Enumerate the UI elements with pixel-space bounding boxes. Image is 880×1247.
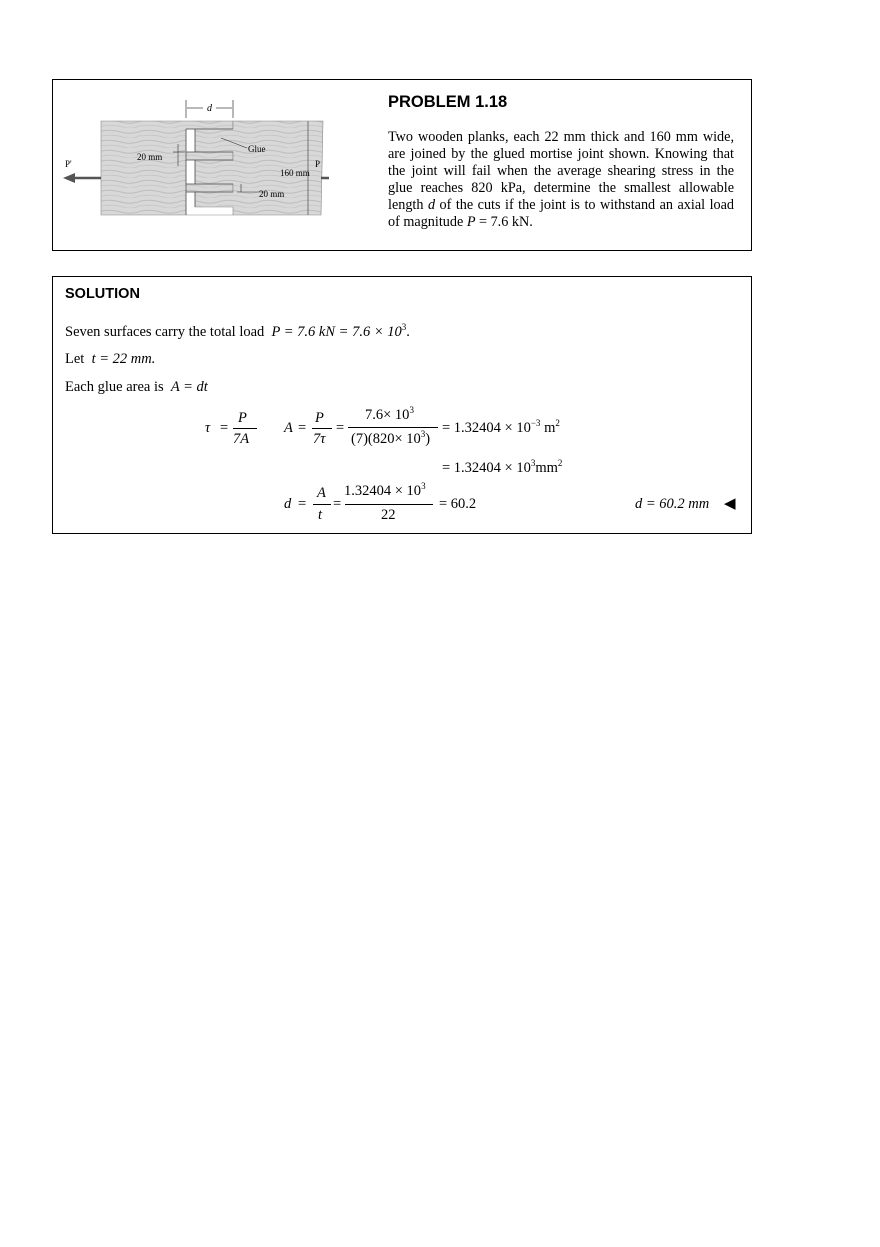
problem-p-symbol: P bbox=[466, 214, 476, 230]
eq4-frac-bar-2 bbox=[345, 504, 433, 505]
eq2-frac-bar-2 bbox=[348, 427, 438, 428]
problem-statement bbox=[388, 129, 734, 231]
eq2-frac-bar bbox=[312, 428, 332, 429]
problem-d-symbol: d bbox=[427, 197, 436, 213]
figure-label-20mm-top: 20 mm bbox=[137, 152, 163, 162]
eq2-den2: (7)(820× 10 bbox=[351, 431, 421, 447]
final-answer: d = 60.2 mm bbox=[635, 496, 710, 512]
problem-text-before: Two wooden planks, each 22 mm thick and 160 mm wide, are joined by the glued mortise joint shown. Knowing that the joint will fail when the average shearing stress in the glue reaches 820 kPa, determine the smallest allowable length bbox=[388, 129, 734, 213]
line3-text: Each glue area is bbox=[65, 379, 164, 395]
line1-end: . bbox=[406, 324, 410, 340]
eq4-den: t bbox=[318, 507, 323, 523]
eq4-num: A bbox=[317, 485, 326, 501]
eq1-num: P bbox=[238, 410, 247, 426]
line1-text: Seven surfaces carry the total load bbox=[65, 324, 265, 340]
eq2-num: P bbox=[315, 410, 324, 426]
eq4-frac-bar bbox=[313, 504, 331, 505]
eq4-num2: 1.32404 × 10 bbox=[344, 483, 422, 499]
eq2-den2-end: ) bbox=[425, 431, 431, 447]
figure-label-20mm-bottom: 20 mm bbox=[259, 189, 285, 199]
figure-label-p-left: P' bbox=[65, 159, 72, 169]
figure-label-p-right: P bbox=[315, 159, 321, 169]
eq1-frac-bar bbox=[233, 428, 257, 429]
answer-marker-icon: ◀ bbox=[724, 496, 736, 512]
solution-title: SOLUTION bbox=[65, 286, 140, 302]
eq2-den2-exp: 3 bbox=[420, 429, 426, 439]
eq2-num2-exp: 3 bbox=[409, 405, 414, 415]
problem-title: PROBLEM 1.18 bbox=[388, 93, 508, 111]
line2-math: t = 22 mm. bbox=[91, 351, 156, 367]
line1-exp: 3 bbox=[401, 322, 407, 332]
eq2-result: = 1.32404 × 10 bbox=[442, 420, 531, 436]
eq4-result: = 60.2 bbox=[439, 496, 477, 512]
eq3-result-unit-exp: 2 bbox=[557, 458, 563, 468]
problem-text-after: of the cuts if the joint is to withstand an axial load of magnitude bbox=[388, 197, 734, 230]
solution-box: SOLUTION Seven surfaces carry the total load P = 7.6 kN = $7.6 \times 10^3$. Let t = 22 mm. Each glue area is A = dt τ = P 7A A = P 7τ = $7.6\times 10^3$ $(7)(820\times 10^3)$ = $1.32404 \times 10^{-3}$ $m^2$ = $1.32404 \times 10^3mm^2$ d = A t = $1.32404 \times 10^3$ 22 = 60.2 d = 60.2 mm ◀ bbox=[52, 276, 752, 534]
solution-line-2 bbox=[65, 351, 155, 368]
eq4-lhs: d bbox=[284, 496, 292, 512]
eq2-num2: 7.6× 10 bbox=[365, 407, 410, 423]
eq2-result-exp: −3 bbox=[530, 418, 541, 428]
eq1-tau: τ bbox=[205, 420, 211, 436]
figure-label-160mm: 160 mm bbox=[280, 168, 310, 178]
eq2-den: 7τ bbox=[313, 431, 326, 447]
line1-math: P = 7.6 kN = 7.6 × 10 bbox=[271, 324, 402, 340]
problem-text-end: = 7.6 kN. bbox=[475, 214, 533, 230]
eq4-num2-exp: 3 bbox=[421, 481, 426, 491]
mortise-joint-figure bbox=[61, 88, 329, 244]
eq3-result-exp: 3 bbox=[530, 458, 536, 468]
eq2-result-unit-exp: 2 bbox=[555, 418, 560, 428]
figure-label-d: d bbox=[207, 103, 212, 114]
eq1-den: 7A bbox=[233, 431, 250, 447]
eq2-lhs: A bbox=[284, 420, 293, 436]
eq3-result-unit: mm bbox=[535, 460, 558, 476]
eq4-den2: 22 bbox=[381, 507, 396, 523]
eq3-result: = 1.32404 × 10 bbox=[442, 460, 531, 476]
figure-label-glue: Glue bbox=[248, 144, 266, 154]
eq2-result-unit: m bbox=[540, 420, 556, 436]
problem-box bbox=[52, 79, 752, 251]
line3-math: A = dt bbox=[170, 379, 208, 395]
solution-line-3 bbox=[65, 379, 208, 396]
solution-line-1 bbox=[65, 324, 410, 341]
line2-text: Let bbox=[65, 351, 85, 367]
